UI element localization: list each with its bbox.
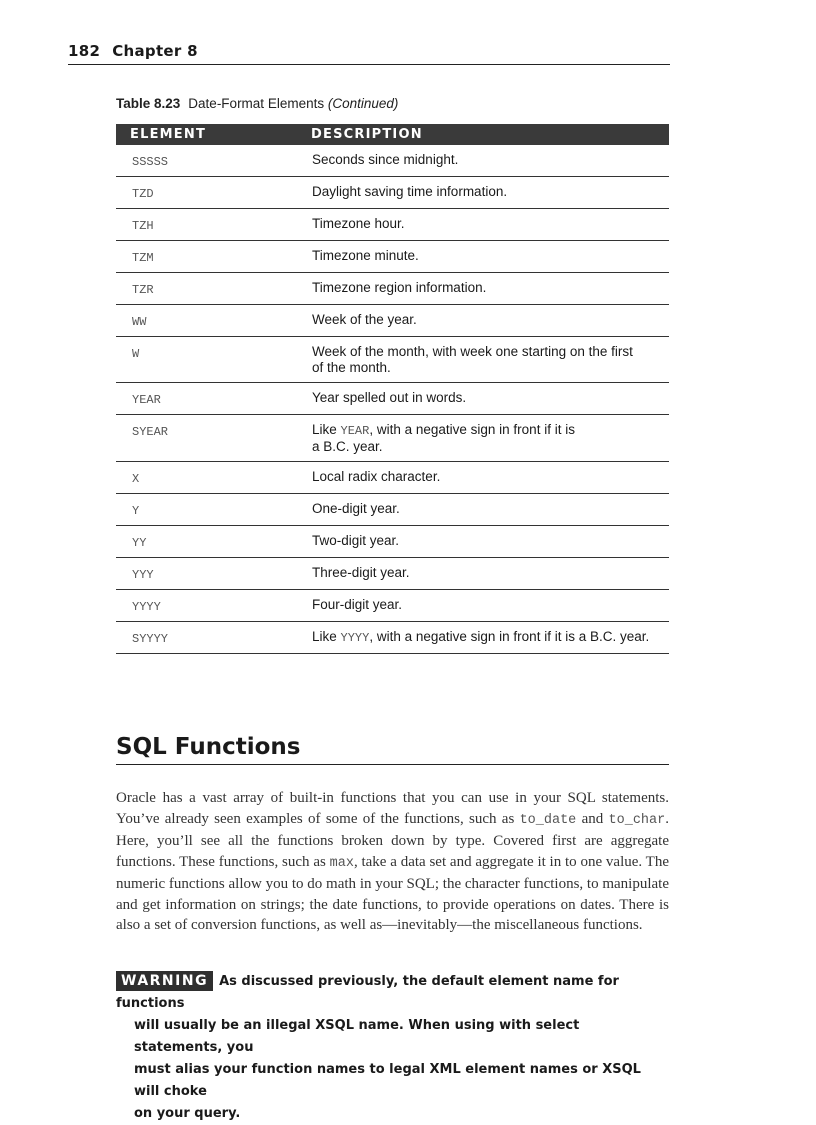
element-cell: SSSSS bbox=[116, 145, 297, 177]
description-cell: Three-digit year. bbox=[297, 558, 669, 590]
table-header-row bbox=[116, 124, 669, 145]
warning-line: will usually be an illegal XSQL name. When using with select statements, you bbox=[134, 1018, 580, 1055]
description-cell bbox=[297, 415, 669, 462]
description-cell: Local radix character. bbox=[297, 462, 669, 494]
table-row bbox=[116, 494, 669, 526]
table-caption bbox=[116, 96, 398, 111]
description-cell: Two-digit year. bbox=[297, 526, 669, 558]
description-line: of the month. bbox=[312, 360, 391, 375]
description-cell: One-digit year. bbox=[297, 494, 669, 526]
warning-badge: WARNING bbox=[116, 971, 213, 991]
page-number: 182 bbox=[68, 42, 101, 60]
column-header-element: ELEMENT bbox=[116, 124, 297, 145]
body-paragraph bbox=[116, 788, 669, 936]
description-cell: Week of the year. bbox=[297, 305, 669, 337]
description-line: Week of the month, with week one starting on the first bbox=[312, 344, 633, 359]
table-row bbox=[116, 305, 669, 337]
chapter-label: Chapter 8 bbox=[112, 42, 198, 60]
paragraph-text: , take a data set and aggregate it in to one value. The numeric functions allow you to do math in your SQL; the character functions, to manipulate and get information on strings; the date functions, to provide operations on dates. There is also a set of conversion functions, as well as—inevitably—the miscellaneous functions. bbox=[116, 853, 669, 933]
table-row bbox=[116, 145, 669, 177]
description-cell bbox=[297, 622, 669, 654]
table-row bbox=[116, 337, 669, 383]
table-row bbox=[116, 415, 669, 462]
table-row bbox=[116, 383, 669, 415]
warning-line: must alias your function names to legal XML element names or XSQL will choke bbox=[134, 1062, 641, 1099]
table-row bbox=[116, 462, 669, 494]
running-header bbox=[68, 42, 670, 65]
warning-line: on your query. bbox=[134, 1106, 241, 1121]
table-continued: (Continued) bbox=[327, 96, 399, 111]
warning-text: As discussed previously, the default element name for functions bbox=[116, 974, 619, 1011]
paragraph-text: and bbox=[576, 810, 609, 827]
inline-code: to_date bbox=[519, 812, 577, 828]
description-line: a B.C. year. bbox=[312, 439, 383, 454]
table-row bbox=[116, 177, 669, 209]
element-cell: X bbox=[116, 462, 297, 494]
date-format-table bbox=[116, 124, 669, 654]
description-cell: Year spelled out in words. bbox=[297, 383, 669, 415]
description-text: Like bbox=[312, 629, 341, 644]
description-cell: Four-digit year. bbox=[297, 590, 669, 622]
description-cell: Timezone region information. bbox=[297, 273, 669, 305]
warning-line bbox=[116, 971, 656, 1015]
table-number: Table 8.23 bbox=[116, 96, 181, 111]
table-row bbox=[116, 209, 669, 241]
inline-code: to_char bbox=[608, 812, 666, 828]
description-cell: Timezone hour. bbox=[297, 209, 669, 241]
paragraph-text: Oracle has a vast array of built-in functions that you can use in your SQL statements. You’ve already seen examples of some of the functions, such as bbox=[116, 790, 669, 827]
description-cell: Daylight saving time information. bbox=[297, 177, 669, 209]
description-cell: Seconds since midnight. bbox=[297, 145, 669, 177]
inline-code: YYYY bbox=[340, 631, 370, 645]
table-row bbox=[116, 622, 669, 654]
description-text: Like bbox=[312, 422, 341, 437]
element-cell: TZH bbox=[116, 209, 297, 241]
element-cell: YEAR bbox=[116, 383, 297, 415]
description-cell: Timezone minute. bbox=[297, 241, 669, 273]
description-text: , with a negative sign in front if it is bbox=[369, 422, 575, 437]
section-heading: SQL Functions bbox=[116, 734, 669, 765]
table-row bbox=[116, 241, 669, 273]
element-cell: Y bbox=[116, 494, 297, 526]
element-cell: YYYY bbox=[116, 590, 297, 622]
warning-note bbox=[116, 971, 656, 1125]
table-title: Date-Format Elements bbox=[188, 96, 325, 111]
element-cell: SYYYY bbox=[116, 622, 297, 654]
table-row bbox=[116, 558, 669, 590]
element-cell: YY bbox=[116, 526, 297, 558]
element-cell: W bbox=[116, 337, 297, 383]
column-header-description: DESCRIPTION bbox=[297, 124, 669, 145]
table-row bbox=[116, 526, 669, 558]
element-cell: YYY bbox=[116, 558, 297, 590]
table-row bbox=[116, 590, 669, 622]
element-cell: WW bbox=[116, 305, 297, 337]
description-cell bbox=[297, 337, 669, 383]
element-cell: TZD bbox=[116, 177, 297, 209]
paragraph-text: . Here, you’ll see all the functions broken down by type. Covered first are aggregate functions. These functions, such as bbox=[116, 810, 669, 870]
table-row bbox=[116, 273, 669, 305]
description-text: , with a negative sign in front if it is a B.C. year. bbox=[369, 629, 650, 644]
element-cell: TZM bbox=[116, 241, 297, 273]
inline-code: YEAR bbox=[340, 424, 370, 438]
element-cell: SYEAR bbox=[116, 415, 297, 462]
inline-code: max bbox=[329, 855, 354, 871]
element-cell: TZR bbox=[116, 273, 297, 305]
